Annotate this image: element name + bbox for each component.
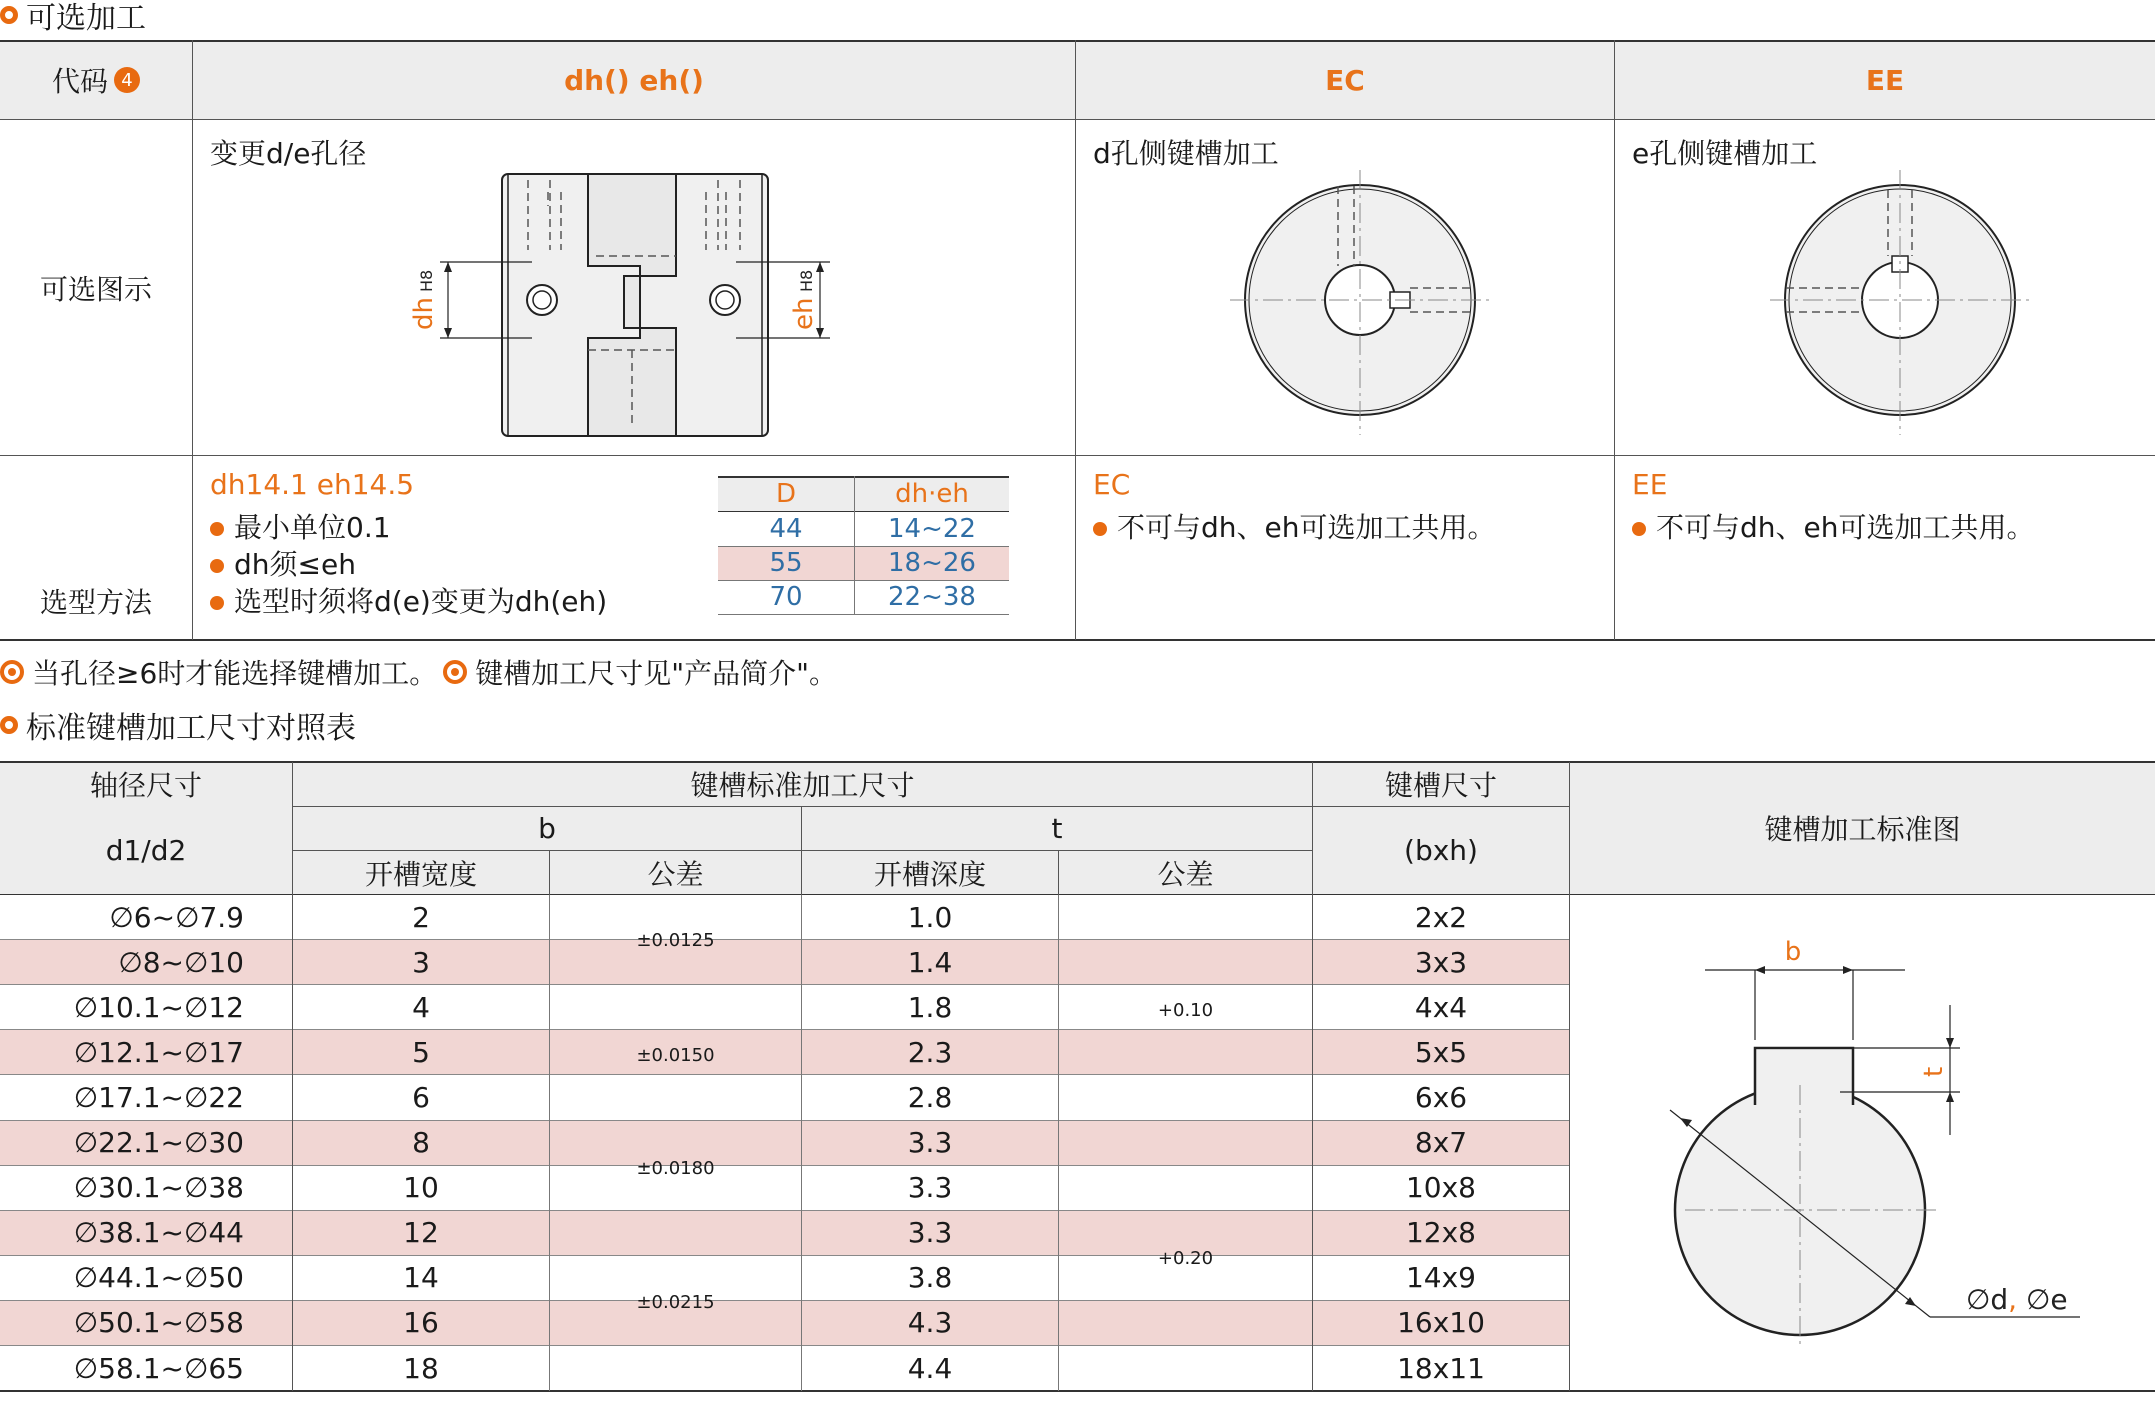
section-title-keyway-table: 标准键槽加工尺寸对照表 [0, 708, 356, 742]
cell-shaft: ∅22.1~∅30 [0, 1121, 292, 1165]
tol-b-3: ±0.0180 [636, 1158, 715, 1179]
column-header-ee: EE [1615, 41, 2155, 119]
ec-end-view-figure [1230, 170, 1490, 440]
cell-tol-b [550, 1075, 801, 1119]
subtable-cell: 18~26 [855, 546, 1009, 580]
cell-depth: 4.4 [802, 1346, 1058, 1390]
cell-depth: 4.3 [802, 1301, 1058, 1345]
ec-note: 不可与dh、eh可选加工共用。 [1093, 506, 1496, 546]
cell-tol-b [550, 1346, 801, 1390]
code-badge: 4 [114, 67, 140, 93]
cell-tol-t [1059, 1121, 1312, 1165]
cell-key-size: 16x10 [1313, 1301, 1569, 1345]
cell-width: 18 [293, 1346, 549, 1390]
svg-text:H8: H8 [797, 269, 816, 292]
cell-shaft: ∅17.1~∅22 [0, 1075, 292, 1119]
header-keyway-figure: 键槽加工标准图 [1570, 762, 2155, 894]
header-d1-d2: d1/d2 [0, 806, 292, 894]
cell-depth: 3.3 [802, 1166, 1058, 1210]
cell-shaft: ∅50.1~∅58 [0, 1301, 292, 1345]
cell-key-size: 3x3 [1313, 940, 1569, 984]
target-bullet-icon [443, 660, 467, 684]
subtable-cell: 55 [718, 546, 854, 580]
notes-line: 当孔径≥6时才能选择键槽加工。 键槽加工尺寸见"产品简介"。 [0, 652, 837, 692]
header-t: t [802, 807, 1312, 850]
dh-bullet-3: 选型时须将d(e)变更为dh(eh) [210, 580, 607, 620]
bullet-icon [210, 596, 224, 610]
subtable-header-d: D [718, 477, 854, 511]
cell-width: 3 [293, 940, 549, 984]
dh-label: dh [409, 297, 439, 330]
cell-width: 10 [293, 1166, 549, 1210]
row-label-method: 选型方法 [39, 586, 152, 619]
tol-b-1: ±0.0125 [636, 929, 715, 951]
tol-b-4: ±0.0215 [636, 1291, 715, 1313]
header-shaft-size: 轴径尺寸 [0, 762, 292, 806]
ee-end-view-figure [1770, 170, 2030, 440]
cell-shaft: ∅38.1~∅44 [0, 1211, 292, 1255]
cell-key-size: 18x11 [1313, 1346, 1569, 1390]
fig-title-dh-eh: 变更d/e孔径 [210, 137, 367, 170]
cell-shaft: ∅30.1~∅38 [0, 1166, 292, 1210]
bullet-icon [210, 559, 224, 573]
cell-tol-b [550, 1211, 801, 1255]
column-header-dh-eh: dh() eh() [193, 41, 1075, 119]
cell-width: 2 [293, 895, 549, 939]
header-key-size: 键槽尺寸 [1313, 762, 1569, 806]
cell-key-size: 12x8 [1313, 1211, 1569, 1255]
cell-key-size: 8x7 [1313, 1121, 1569, 1165]
tol-t-2: +0.20 [1157, 1247, 1214, 1269]
cell-tol-t [1059, 1301, 1312, 1345]
cell-width: 4 [293, 985, 549, 1029]
row-label-figure: 可选图示 [39, 272, 152, 306]
bullet-icon [210, 522, 224, 536]
section-title-optional-processing: 可选加工 [0, 0, 146, 30]
cell-depth: 3.8 [802, 1256, 1058, 1300]
fig-title-ec: d孔侧键槽加工 [1093, 137, 1279, 170]
ee-code: EE [1632, 468, 1668, 501]
header-depth: 开槽深度 [802, 851, 1058, 894]
cell-width: 16 [293, 1301, 549, 1345]
cell-tol-t [1059, 1030, 1312, 1074]
cell-depth: 1.8 [802, 985, 1058, 1029]
keyway-t-label: t [1919, 1066, 1949, 1077]
cell-tol-t [1059, 1166, 1312, 1210]
cell-key-size: 5x5 [1313, 1030, 1569, 1074]
coupling-side-view-figure [409, 160, 850, 450]
cell-shaft: ∅8~∅10 [0, 940, 292, 984]
cell-depth: 3.3 [802, 1211, 1058, 1255]
cell-width: 12 [293, 1211, 549, 1255]
cell-tol-t [1059, 940, 1312, 984]
keyway-b-label: b [1784, 937, 1802, 967]
cell-depth: 2.3 [802, 1030, 1058, 1074]
cell-depth: 1.0 [802, 895, 1058, 939]
fig-title-ee: e孔侧键槽加工 [1632, 137, 1818, 170]
bullet-icon [1093, 522, 1107, 536]
target-bullet-icon [0, 660, 24, 684]
ec-code: EC [1093, 468, 1131, 501]
keyway-standard-figure [1640, 925, 2100, 1365]
cell-width: 8 [293, 1121, 549, 1165]
cell-key-size: 14x9 [1313, 1256, 1569, 1300]
cell-shaft: ∅58.1~∅65 [0, 1346, 292, 1390]
header-std-size: 键槽标准加工尺寸 [293, 762, 1312, 806]
cell-shaft: ∅10.1~∅12 [0, 985, 292, 1029]
ee-note: 不可与dh、eh可选加工共用。 [1632, 506, 2035, 546]
cell-shaft: ∅6~∅7.9 [0, 895, 292, 939]
ring-bullet-icon [0, 6, 18, 24]
header-width: 开槽宽度 [293, 851, 549, 894]
cell-tol-t [1059, 1075, 1312, 1119]
cell-key-size: 4x4 [1313, 985, 1569, 1029]
cell-key-size: 10x8 [1313, 1166, 1569, 1210]
cell-key-size: 6x6 [1313, 1075, 1569, 1119]
cell-shaft: ∅44.1~∅50 [0, 1256, 292, 1300]
dh-bullet-1: 最小单位0.1 [210, 506, 391, 546]
code-header-cell: 代码 4 [0, 41, 192, 119]
keyway-diameter-label: ∅d, ∅e [1966, 1283, 2068, 1316]
subtable-cell: 22~38 [888, 582, 976, 612]
column-header-ec: EC [1076, 41, 1614, 119]
cell-tol-t [1059, 895, 1312, 939]
cell-tol-t [1059, 1346, 1312, 1390]
subtable-cell: 70 [769, 582, 803, 612]
cell-width: 6 [293, 1075, 549, 1119]
header-b: b [293, 807, 801, 850]
tol-t-1: +0.10 [1157, 999, 1214, 1021]
cell-depth: 3.3 [802, 1121, 1058, 1165]
subtable-header-dh-eh: dh·eh [855, 477, 1009, 511]
cell-width: 5 [293, 1030, 549, 1074]
cell-depth: 2.8 [802, 1075, 1058, 1119]
tol-b-2: ±0.0150 [636, 1044, 715, 1066]
header-tol-t: 公差 [1059, 851, 1312, 894]
bullet-icon [1632, 522, 1646, 536]
ring-bullet-icon [0, 716, 18, 734]
cell-width: 14 [293, 1256, 549, 1300]
cell-depth: 1.4 [802, 940, 1058, 984]
subtable-cell: 44 [769, 514, 803, 544]
dh-eh-example: dh14.1 eh14.5 [210, 468, 415, 501]
header-bxh: (bxh) [1313, 807, 1569, 894]
subtable-cell: 14~22 [888, 514, 976, 544]
cell-shaft: ∅12.1~∅17 [0, 1030, 292, 1074]
svg-text:H8: H8 [417, 269, 436, 292]
header-tol-b: 公差 [550, 851, 801, 894]
cell-key-size: 2x2 [1313, 895, 1569, 939]
dh-bullet-2: dh须≤eh [210, 543, 356, 583]
cell-tol-b [550, 985, 801, 1029]
eh-label: eh [789, 297, 819, 330]
